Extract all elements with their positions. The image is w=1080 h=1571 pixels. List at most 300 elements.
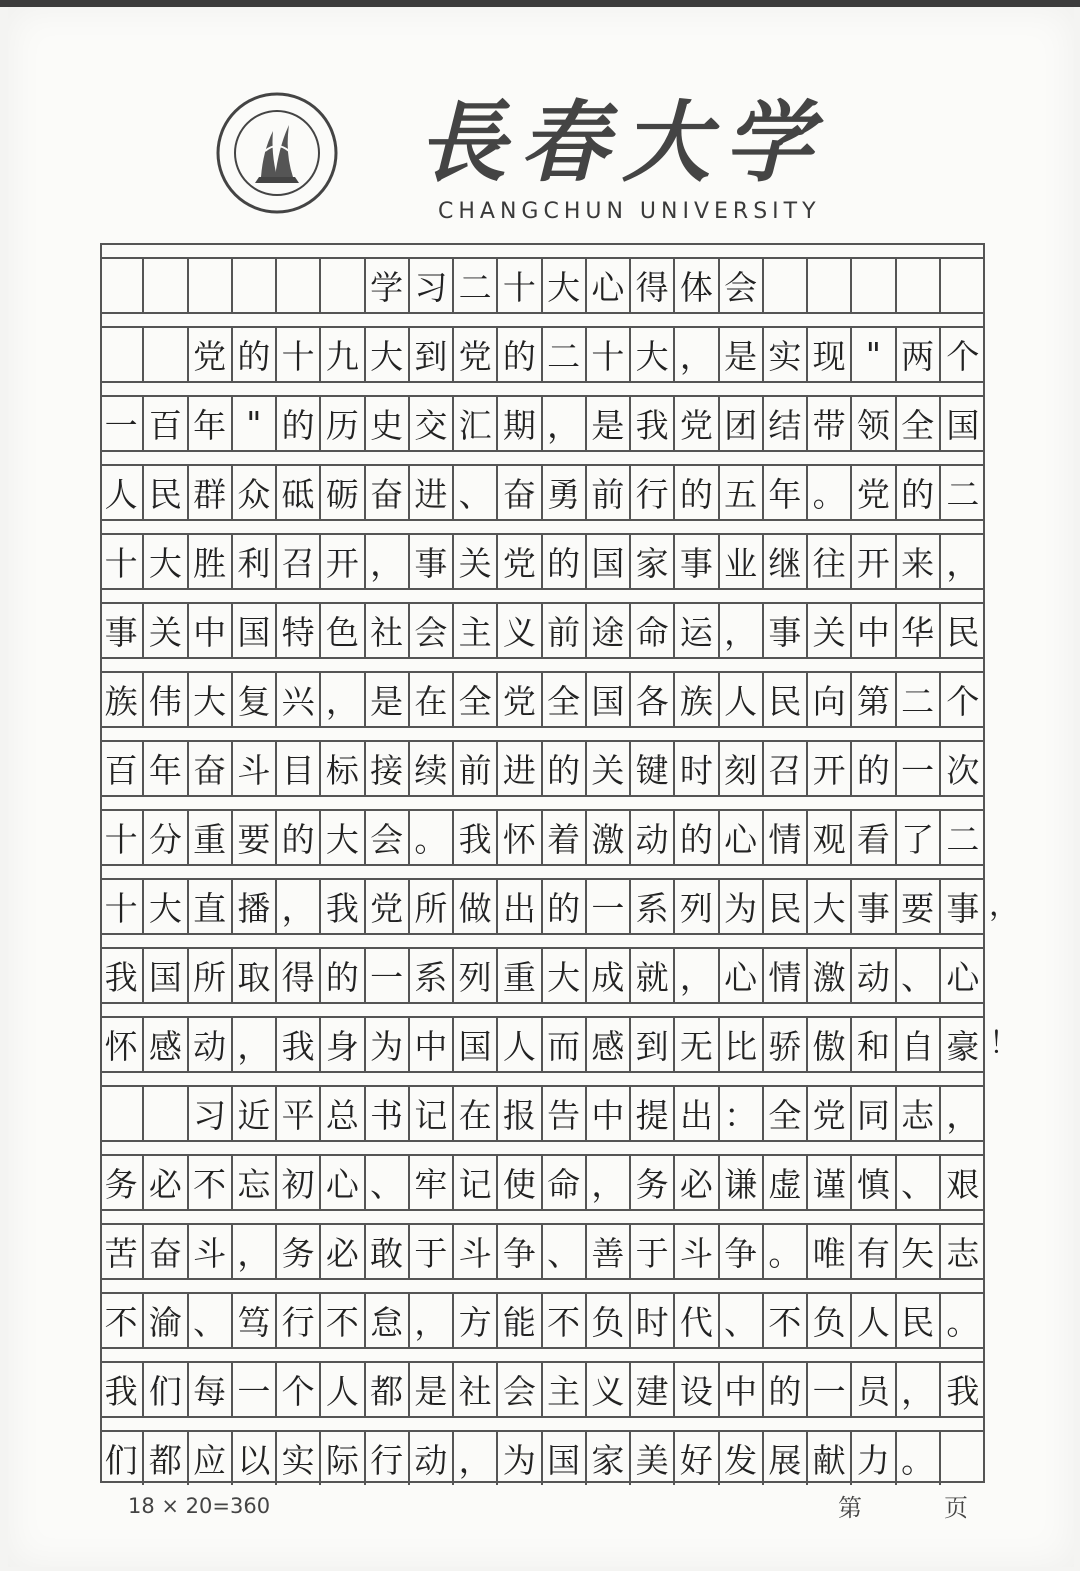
grid-cell: 大 [144,880,188,933]
grid-cell: 的 [277,811,321,864]
grid-cell: 召 [764,742,808,795]
grid-cell: 不 [100,1294,144,1347]
grid-cell: 党 [498,673,542,726]
grid-cell: 华 [897,604,941,657]
grid-cell: 唯 [808,1225,852,1278]
grid-row [100,726,985,795]
grid-cell: 命 [631,604,675,657]
grid-cell: 代 [675,1294,719,1347]
grid-cell: 建 [631,1363,675,1416]
grid-cell: 的 [675,811,719,864]
grid-cell: 事 [946,889,980,928]
grid-cell: 激 [808,949,852,1002]
grid-cell: 虚 [764,1156,808,1209]
grid-cell: 感 [144,1018,188,1071]
page-label-prefix: 第 [838,1494,862,1522]
grid-cell: 奋 [189,742,233,795]
grid-row [100,312,985,381]
grid-cell: 为 [366,1018,410,1071]
grid-cell: 学 [366,259,410,312]
grid-cell: 斗 [454,1225,498,1278]
grid-cell: 敢 [366,1225,410,1278]
grid-cell: 动 [852,949,896,1002]
grid-cell: 的 [897,466,941,519]
grid-cell: 二 [897,673,941,726]
grid-cell: 谨 [808,1156,852,1209]
grid-cell: 就 [631,949,675,1002]
grid-cell: 傲 [808,1018,852,1071]
grid-cell: 于 [631,1225,675,1278]
grid-cell: 感 [587,1018,631,1071]
grid-cell: 初 [277,1156,321,1209]
grid-row [100,1347,985,1416]
grid-cell: 必 [144,1156,188,1209]
grid-cell: 动 [189,1018,233,1071]
grid-cell: 的 [498,328,542,381]
grid-cell: 提 [631,1087,675,1140]
grid-cell: 笃 [233,1294,277,1347]
grid-cell: 现 [808,328,852,381]
grid-cell: ， [543,397,587,450]
grid-cell: 结 [764,397,808,450]
grid-cell: 五 [720,466,764,519]
grid-cell: 民 [897,1294,941,1347]
grid-row [100,243,985,312]
grid-cell: 。 [897,1432,941,1485]
grid-row [100,657,985,726]
grid-cell: 二 [454,259,498,312]
grid-cell: 目 [277,742,321,795]
grid-cell: 使 [498,1156,542,1209]
grid-cell: 党 [808,1087,852,1140]
grid-cell: 全 [764,1087,808,1140]
grid-cell: 奋 [144,1225,188,1278]
grid-cell: 我 [631,397,675,450]
grid-cell: 们 [100,1432,144,1485]
grid-cell: 体 [675,259,719,312]
grid-cell: 人 [852,1294,896,1347]
grid-cell: 全 [543,673,587,726]
grid-cell: 我 [454,811,498,864]
grid-cell: 艰 [946,1165,980,1204]
grid-cell: ， [233,1018,277,1071]
grid-cell: 人 [720,673,764,726]
grid-cell: 好 [675,1432,719,1485]
grid-cell: 历 [321,397,365,450]
grid-cell: 。 [946,1303,980,1342]
page-number-label [838,1488,1050,1523]
grid-cell: 的 [277,397,321,450]
grid-cell: 个 [277,1363,321,1416]
grid-cell: 十 [100,535,144,588]
grid-cell: 成 [587,949,631,1002]
grid-cell: 忘 [233,1156,277,1209]
grid-cell: 斗 [675,1225,719,1278]
grid-cell: 大 [144,535,188,588]
grid-cell: 事 [410,535,454,588]
grid-cell: 、 [454,466,498,519]
grid-cell: ， [277,880,321,933]
grid-cell: 、 [720,1294,764,1347]
grid-cell: 的 [852,742,896,795]
grid-cell: 国 [587,535,631,588]
grid-cell: 家 [587,1432,631,1485]
grid-cell: 色 [321,604,365,657]
grid-cell: 心 [321,1156,365,1209]
grid-cell: 义 [498,604,542,657]
grid-cell: 一 [233,1363,277,1416]
grid-cell: 往 [808,535,852,588]
grid-cell: 自 [897,1018,941,1071]
top-edge [0,0,1080,7]
grid-cell: 志 [946,1234,980,1273]
grid-cell: ， [587,1156,631,1209]
grid-cell: 个 [946,337,980,376]
grid-cell: 方 [454,1294,498,1347]
grid-cell: 党 [852,466,896,519]
grid-cell: 族 [100,673,144,726]
grid-cell: 全 [454,673,498,726]
grid-cell: 大 [631,328,675,381]
grid-cell: 习 [189,1087,233,1140]
grid-cell: 关 [144,604,188,657]
grid-cell: 年 [144,742,188,795]
grid-cell: 都 [366,1363,410,1416]
grid-cell: 情 [764,949,808,1002]
grid-cell: 众 [233,466,277,519]
grid-cell: 是 [366,673,410,726]
grid-cell: 系 [631,880,675,933]
grid-cell: 人 [100,466,144,519]
grid-cell: 无 [675,1018,719,1071]
grid-cell: 取 [233,949,277,1002]
grid-cell: 事 [764,604,808,657]
grid-cell: ， [946,1096,980,1135]
grid-cell: 社 [366,604,410,657]
grid-cell: 团 [720,397,764,450]
grid-cell: 看 [852,811,896,864]
grid-cell: 做 [454,880,498,933]
grid-cell: ， [897,1363,941,1416]
grid-cell [808,259,852,312]
grid-cell: 重 [498,949,542,1002]
grid-cell: 、 [897,949,941,1002]
grid-cell: 能 [498,1294,542,1347]
grid-cell: 刻 [720,742,764,795]
grid-cell: 特 [277,604,321,657]
grid-cell: 大 [543,949,587,1002]
university-name-cn: 長春大学 [418,90,827,194]
grid-cell: 国 [946,406,980,445]
grid-cell: 是 [410,1363,454,1416]
grid-cell: 分 [144,811,188,864]
grid-cell: 习 [410,259,454,312]
margin-punctuation: ， [989,888,1019,923]
grid-cell: 应 [189,1432,233,1485]
grid-cell [852,259,896,312]
grid-cell: 时 [631,1294,675,1347]
grid-row [100,450,985,519]
grid-cell: 群 [189,466,233,519]
grid-cell: 而 [543,1018,587,1071]
grid-cell: 不 [764,1294,808,1347]
grid-cell: 善 [587,1225,631,1278]
grid-cell: 的 [764,1363,808,1416]
grid-cell: 的 [675,466,719,519]
grid-cell: 前 [543,604,587,657]
grid-cell: 大 [543,259,587,312]
grid-cell: 行 [366,1432,410,1485]
grid-cell: 心 [946,958,980,997]
grid-cell: 领 [852,397,896,450]
grid-cell [144,328,188,381]
grid-cell: 我 [100,949,144,1002]
grid-cell: ， [321,673,365,726]
grid-cell: 业 [720,535,764,588]
grid-cell: 动 [631,811,675,864]
grid-cell: 、 [366,1156,410,1209]
grid-cell: 列 [454,949,498,1002]
grid-cell: 。 [764,1225,808,1278]
grid-cell: 国 [543,1432,587,1485]
grid-cell [189,259,233,312]
grid-cell: 务 [631,1156,675,1209]
grid-cell: 国 [587,673,631,726]
grid-cell: 是 [720,328,764,381]
grid-cell: 主 [543,1363,587,1416]
grid-cell [321,259,365,312]
grid-cell: 关 [454,535,498,588]
grid-cell: 进 [498,742,542,795]
grid-cell: 续 [410,742,454,795]
grid-cell: 是 [587,397,631,450]
grid-cell: 一 [808,1363,852,1416]
grid-cell: 十 [498,259,542,312]
grid-cell: 心 [720,949,764,1002]
grid-cell: 斗 [189,1225,233,1278]
grid-cell: 。 [410,811,454,864]
grid-row [100,519,985,588]
grid-cell: 行 [631,466,675,519]
grid-cell: 激 [587,811,631,864]
grid-cell: 事 [852,880,896,933]
grid-cell: 兴 [277,673,321,726]
grid-cell: 会 [720,259,764,312]
grid-cell: 义 [587,1363,631,1416]
grid-cell: 报 [498,1087,542,1140]
grid-cell [897,259,941,312]
grid-cell: 不 [321,1294,365,1347]
grid-cell: 着 [543,811,587,864]
grid-cell: 力 [852,1432,896,1485]
grid-cell: 一 [587,880,631,933]
grid-cell: 苦 [100,1225,144,1278]
grid-cell [100,328,144,381]
grid-cell: 在 [410,673,454,726]
grid-cell: 美 [631,1432,675,1485]
grid-cell [144,1087,188,1140]
grid-cell: 二 [543,328,587,381]
grid-row [100,1002,1019,1071]
grid-cell [100,1087,144,1140]
grid-cell: 民 [144,466,188,519]
writing-grid [100,243,1019,1485]
grid-cell: 的 [321,949,365,1002]
grid-cell: 十 [100,880,144,933]
grid-cell: 必 [675,1156,719,1209]
grid-cell: 谦 [720,1156,764,1209]
grid-cell: 十 [587,328,631,381]
grid-cell: 家 [631,535,675,588]
grid-cell: 务 [100,1156,144,1209]
grid-cell: 会 [410,604,454,657]
grid-cell: 带 [808,397,852,450]
grid-cell: 民 [764,673,808,726]
grid-cell: 以 [233,1432,277,1485]
margin-punctuation: ！ [989,1026,1019,1061]
grid-cell: 个 [946,682,980,721]
grid-cell: 中 [410,1018,454,1071]
grid-cell [100,259,144,312]
grid-cell [941,259,985,312]
grid-cell: 百 [100,742,144,795]
grid-cell: 系 [410,949,454,1002]
grid-cell: ， [946,544,980,583]
grid-cell: 关 [808,604,852,657]
grid-cell: 每 [189,1363,233,1416]
grid-cell: 告 [543,1087,587,1140]
grid-row [100,1209,985,1278]
grid-cell: 十 [277,328,321,381]
grid-cell: 年 [764,466,808,519]
grid-cell: 、 [543,1225,587,1278]
grid-cell: 设 [675,1363,719,1416]
grid-row [100,1278,985,1347]
grid-cell: 大 [366,328,410,381]
grid-cell: 继 [764,535,808,588]
grid-cell: 际 [321,1432,365,1485]
grid-cell: 有 [852,1225,896,1278]
grid-cell: 砥 [277,466,321,519]
grid-cell: 矢 [897,1225,941,1278]
grid-cell: 伟 [144,673,188,726]
grid-cell: 我 [277,1018,321,1071]
grid-cell: 进 [410,466,454,519]
grid-cell: 国 [233,604,277,657]
grid-cell: 都 [144,1432,188,1485]
grid-cell: 党 [189,328,233,381]
grid-cell: 国 [454,1018,498,1071]
grid-cell: ： [720,1087,764,1140]
grid-cell: 渝 [144,1294,188,1347]
grid-cell: 不 [543,1294,587,1347]
university-name-en: CHANGCHUN UNIVERSITY [438,199,821,224]
grid-cell: 比 [720,1018,764,1071]
grid-cell: 献 [808,1432,852,1485]
grid-cell: 各 [631,673,675,726]
grid-cell: 勇 [543,466,587,519]
grid-cell: 牢 [410,1156,454,1209]
grid-cell: 运 [675,604,719,657]
grid-cell: ， [454,1432,498,1485]
grid-cell: 的 [543,880,587,933]
grid-cell: 为 [720,880,764,933]
grid-cell: 复 [233,673,277,726]
grid-cell: 的 [543,535,587,588]
grid-cell: 开 [321,535,365,588]
grid-cell: 骄 [764,1018,808,1071]
grid-cell: 观 [808,811,852,864]
grid-cell [233,259,277,312]
grid-row [100,1140,985,1209]
grid-cell: 十 [100,811,144,864]
grid-cell: 利 [233,535,277,588]
grid-cell: 务 [277,1225,321,1278]
grid-cell: 会 [498,1363,542,1416]
grid-cell: ， [366,535,410,588]
grid-cell: 汇 [454,397,498,450]
grid-cell: 九 [321,328,365,381]
grid-cell: 动 [410,1432,454,1485]
grid-cell: 第 [852,673,896,726]
grid-row [100,933,985,1002]
grid-cell: 重 [189,811,233,864]
grid-spec: 18 × 20=360 [128,1494,271,1518]
grid-cell: 为 [498,1432,542,1485]
grid-cell: 和 [852,1018,896,1071]
grid-cell: 总 [321,1087,365,1140]
grid-cell: 键 [631,742,675,795]
grid-cell: 必 [321,1225,365,1278]
grid-cell: 不 [189,1156,233,1209]
grid-cell: 到 [410,328,454,381]
grid-cell: 来 [897,535,941,588]
grid-cell: 我 [100,1363,144,1416]
grid-cell: 一 [366,949,410,1002]
grid-cell: 要 [897,880,941,933]
grid-cell: 于 [410,1225,454,1278]
grid-cell: 得 [631,259,675,312]
grid-cell: 怀 [498,811,542,864]
grid-cell: 所 [410,880,454,933]
grid-cell: 我 [321,880,365,933]
grid-cell: 要 [233,811,277,864]
grid-cell: 事 [675,535,719,588]
grid-cell: 全 [897,397,941,450]
grid-cell: 期 [498,397,542,450]
grid-cell: 交 [410,397,454,450]
grid-row [100,795,985,864]
grid-cell: 出 [498,880,542,933]
grid-cell: 社 [454,1363,498,1416]
grid-cell: 慎 [852,1156,896,1209]
grid-cell: 标 [321,742,365,795]
grid-cell: 接 [366,742,410,795]
grid-cell: 党 [366,880,410,933]
grid-cell: 我 [946,1372,980,1411]
grid-row [100,864,1019,933]
grid-cell: 二 [946,475,980,514]
grid-cell: ， [675,949,719,1002]
grid-cell: ， [233,1225,277,1278]
grid-cell: 同 [852,1087,896,1140]
grid-cell: 砺 [321,466,365,519]
grid-cell: 途 [587,604,631,657]
grid-cell: 负 [587,1294,631,1347]
grid-cell: 志 [897,1087,941,1140]
grid-cell: " [233,397,277,450]
grid-cell: ， [675,328,719,381]
